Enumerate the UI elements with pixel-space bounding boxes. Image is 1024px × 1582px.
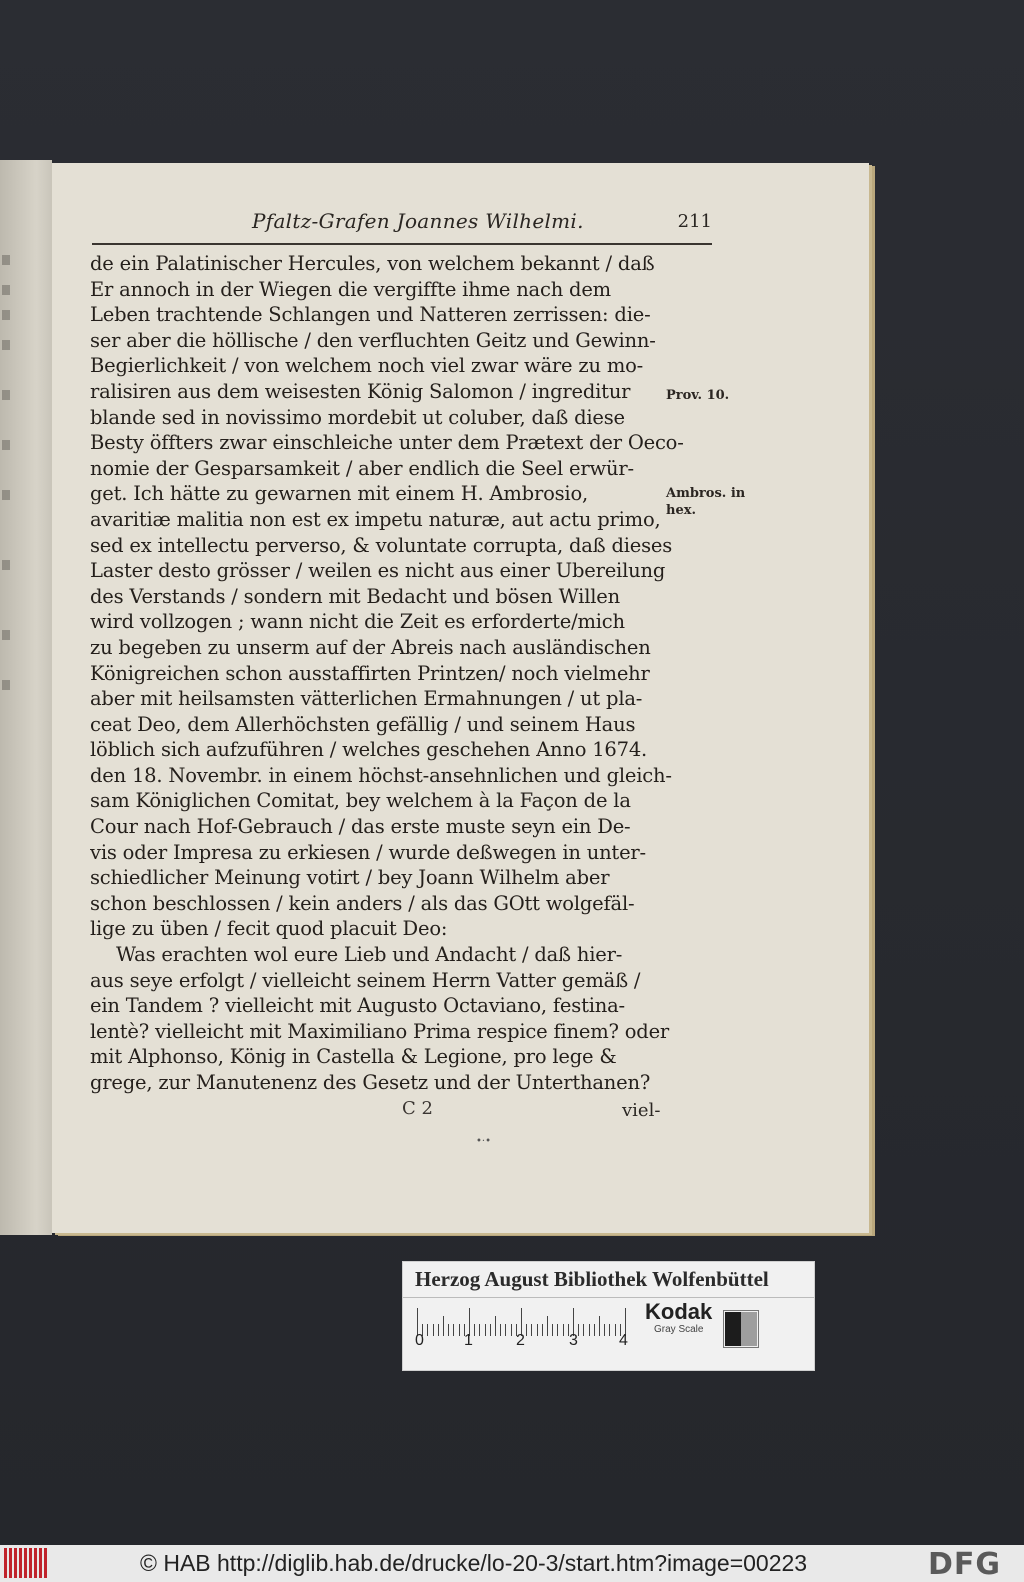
dfg-logo: DFG: [928, 1547, 1002, 1582]
book-page: [52, 163, 869, 1233]
text-line: wird vollzogen ; wann nicht die Zeit es erforderte/mich: [90, 610, 625, 634]
ruler-tick: [557, 1324, 558, 1336]
ruler-tick: [542, 1324, 543, 1336]
margin-note: hex.: [666, 503, 696, 518]
color-target-card: [402, 1261, 815, 1371]
previous-page-edge: [0, 160, 52, 1235]
ruler-tick: [615, 1324, 616, 1336]
text-line: mit Alphonso, König in Castella & Legione, pro lege &: [90, 1045, 617, 1069]
edge-mark: [2, 310, 10, 320]
footer-bar: [0, 1545, 1024, 1582]
text-line: de ein Palatinischer Hercules, von welchem bekannt / daß: [90, 252, 655, 275]
kodak-logo: Kodak: [645, 1299, 713, 1324]
body-text: [90, 251, 720, 1096]
ruler-tick: [453, 1324, 454, 1336]
text-line: aber mit heilsamsten vätterlichen Ermahnungen / ut pla-: [90, 687, 643, 711]
text-line: Königreichen schon ausstaffirten Printzen/ noch vielmehr: [90, 661, 650, 685]
text-line: aus seye erfolgt / vielleicht seinem Herrn Vatter gemäß /: [90, 968, 641, 992]
ruler-tick: [537, 1324, 538, 1336]
text-line: blande sed in novissimo mordebit ut coluber, daß diese: [90, 405, 625, 429]
text-line: avaritiæ malitia non est ex impetu naturæ, aut actu primo,: [90, 507, 661, 531]
ruler-tick: [459, 1324, 460, 1336]
catchword: viel-: [622, 1100, 661, 1121]
ruler-tick: [474, 1324, 475, 1336]
text-line: ser aber die höllische / den verfluchten Geitz und Gewinn-: [90, 328, 656, 352]
text-line: schon beschlossen / kein anders / als das GOtt wolgefäl-: [90, 891, 635, 915]
margin-note: Prov. 10.: [666, 388, 730, 403]
ruler-tick: [495, 1316, 496, 1336]
edge-mark: [2, 440, 10, 450]
target-divider: [403, 1297, 814, 1298]
text-line: schiedlicher Meinung votirt / bey Joann Wilhelm aber: [90, 866, 610, 890]
page-header: [92, 209, 712, 239]
ruler-tick: [443, 1316, 444, 1336]
hab-barcode-icon: [4, 1548, 48, 1578]
ruler-tick: [500, 1324, 501, 1336]
ruler-tick: [547, 1316, 548, 1336]
text-line: den 18. Novembr. in einem höchst-ansehnlichen und gleich-: [90, 763, 672, 787]
text-line: get. Ich hätte zu gewarnen mit einem H. Ambrosio,: [90, 482, 589, 506]
ruler-tick: [563, 1324, 564, 1336]
library-name: Herzog August Bibliothek Wolfenbüttel: [415, 1267, 769, 1291]
ruler-tick: [609, 1324, 610, 1336]
edge-mark: [2, 490, 10, 500]
margin-note: Ambros. in: [666, 486, 746, 501]
ruler-tick: [599, 1316, 600, 1336]
ruler-tick: [531, 1324, 532, 1336]
ruler-tick: [589, 1324, 590, 1336]
text-line: Was erachten wol eure Lieb und Andacht / daß hier-: [116, 943, 623, 967]
edge-mark: [2, 680, 10, 690]
signature-mark: C 2: [402, 1098, 433, 1119]
ruler-tick: [583, 1324, 584, 1336]
text-line: lentè? vielleicht mit Maximiliano Prima respice finem? oder: [90, 1019, 670, 1043]
text-line: Er annoch in der Wiegen die vergiffte ihme nach dem: [90, 277, 611, 301]
running-title: Pfaltz-Grafen Joannes Wilhelmi.: [252, 209, 584, 233]
text-line: sam Königlichen Comitat, bey welchem à la Façon de la: [90, 789, 631, 813]
edge-mark: [2, 285, 10, 295]
ruler-tick: [433, 1324, 434, 1336]
ruler-tick: [511, 1324, 512, 1336]
text-line: Laster desto grösser / weilen es nicht aus einer Ubereilung: [90, 559, 666, 583]
edge-mark: [2, 255, 10, 265]
ruler-tick: [604, 1324, 605, 1336]
text-line: löblich sich aufzuführen / welches geschehen Anno 1674.: [90, 738, 648, 762]
scale-number: 4: [619, 1332, 628, 1349]
text-line: ceat Deo, dem Allerhöchsten gefällig / und seinem Haus: [90, 712, 636, 736]
text-line: Leben trachtende Schlangen und Natteren zerrissen: die-: [90, 303, 651, 327]
text-line: nomie der Gesparsamkeit / aber endlich die Seel erwür-: [90, 456, 634, 480]
page-number: 211: [677, 211, 712, 232]
text-line: vis oder Impresa zu erkiesen / wurde deßwegen in unter-: [90, 840, 646, 864]
edge-mark: [2, 390, 10, 400]
edge-mark: [2, 630, 10, 640]
scale-number: 2: [516, 1332, 525, 1349]
ruler-tick: [526, 1324, 527, 1336]
gray-swatch-dark: [725, 1312, 741, 1346]
ornament: •·•: [476, 1136, 491, 1147]
gray-scale-label: Gray Scale: [654, 1324, 704, 1335]
text-line: Cour nach Hof-Gebrauch / das erste muste seyn ein De-: [90, 815, 631, 839]
text-line: ein Tandem ? vielleicht mit Augusto Octaviano, festina-: [90, 994, 625, 1018]
scale-number: 1: [464, 1332, 473, 1349]
ruler-tick: [485, 1324, 486, 1336]
ruler-tick: [438, 1324, 439, 1336]
ruler-tick: [490, 1324, 491, 1336]
ruler-tick: [594, 1324, 595, 1336]
ruler-tick: [448, 1324, 449, 1336]
edge-mark: [2, 340, 10, 350]
scale-number: 0: [415, 1332, 424, 1349]
header-rule: [92, 243, 712, 245]
footer-url[interactable]: © HAB http://diglib.hab.de/drucke/lo-20-3/start.htm?image=00223: [140, 1550, 808, 1576]
edge-mark: [2, 560, 10, 570]
gray-swatch-mid: [741, 1312, 757, 1346]
text-line: des Verstands / sondern mit Bedacht und bösen Willen: [90, 584, 620, 608]
ruler-tick: [479, 1324, 480, 1336]
ruler-tick: [505, 1324, 506, 1336]
text-line: ralisiren aus dem weisesten König Salomon / ingreditur: [90, 379, 631, 403]
scale-number: 3: [569, 1332, 578, 1349]
ruler-tick: [552, 1324, 553, 1336]
ruler-tick: [427, 1324, 428, 1336]
ruler-tick: [578, 1324, 579, 1336]
text-line: Besty öffters zwar einschleiche unter dem Prætext der Oeco-: [90, 431, 684, 455]
text-line: grege, zur Manutenenz des Gesetz und der Unterthanen?: [90, 1071, 651, 1094]
text-line: lige zu üben / fecit quod placuit Deo:: [90, 917, 448, 941]
text-line: Begierlichkeit / von welchem noch viel zwar wäre zu mo-: [90, 354, 644, 378]
text-line: zu begeben zu unserm auf der Abreis nach ausländischen: [90, 635, 651, 659]
text-line: sed ex intellectu perverso, & voluntate corrupta, daß dieses: [90, 533, 673, 557]
